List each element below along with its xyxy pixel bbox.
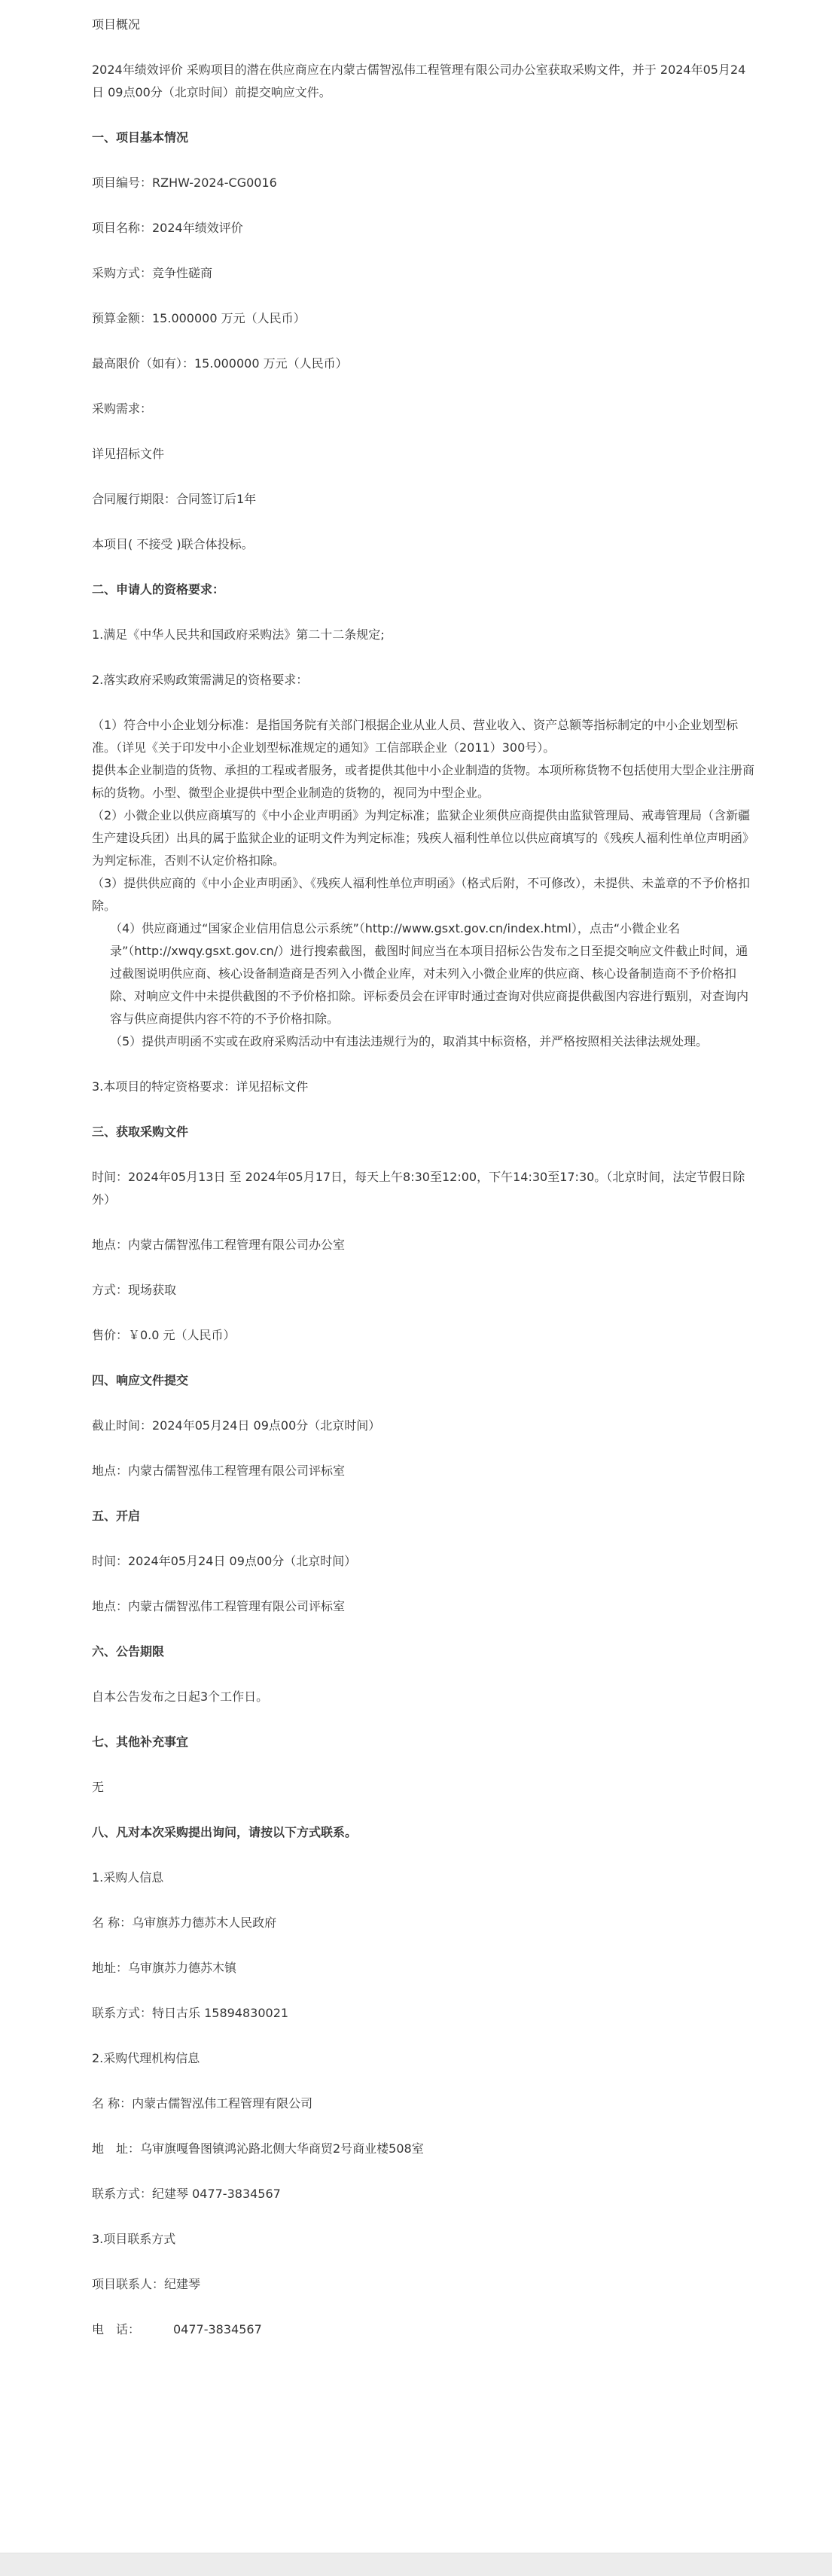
buyer-address: 地址：乌审旗苏力德苏木镇 <box>92 1961 237 1975</box>
policy-1b: 提供本企业制造的货物、承担的工程或者服务，或者提供其他中小企业制造的货物。本项所称货物不包括使用大型企业注册商标的货物。小型、微型企业提供中型企业制造的货物的，视同为中型企业。 <box>92 763 755 800</box>
bottom-bar <box>0 2553 832 2576</box>
contract-period: 合同履行期限：合同签订后1年 <box>92 492 257 506</box>
policy-3: （3）提供供应商的《中小企业声明函》、《残疾人福利性单位声明函》（格式后附，不可修改），未提供、未盖章的不予价格扣除。 <box>92 876 751 913</box>
section-1-heading: 一、项目基本情况 <box>92 130 189 145</box>
project-contact-phone <box>92 2318 754 2341</box>
section-6-heading: 六、公告期限 <box>92 1644 165 1659</box>
buyer-title: 1.采购人信息 <box>92 1870 164 1885</box>
project-name: 项目名称：2024年绩效评价 <box>92 221 243 235</box>
buyer-contact: 联系方式：特日古乐 15894830021 <box>92 2006 289 2020</box>
policy-1a: （1）符合中小企业划分标准：是指国务院有关部门根据企业从业人员、营业收入、资产总额等指标制定的中小企业划型标准。（详见《关于印发中小企业划型标准规定的通知》工信部联企业（2011）300号）。 <box>92 718 739 755</box>
section-3-heading: 三、获取采购文件 <box>92 1125 189 1139</box>
phone-value: 0477-3834567 <box>173 2322 262 2336</box>
obtain-method: 方式：现场获取 <box>92 1283 177 1297</box>
section-4-heading: 四、响应文件提交 <box>92 1373 189 1387</box>
other-matters: 无 <box>92 1780 105 1794</box>
obtain-price: 售价：￥0.0 元（人民币） <box>92 1328 236 1342</box>
phone-label: 电 话： <box>92 2322 141 2336</box>
opening-time: 时间：2024年05月24日 09点00分（北京时间） <box>92 1554 357 1568</box>
budget-amount: 预算金额：15.000000 万元（人民币） <box>92 311 306 325</box>
requirement-2: 2.落实政府采购政策需满足的资格要求： <box>92 673 309 687</box>
policy-2: （2）小微企业以供应商填写的《中小企业声明函》为判定标准；监狱企业须供应商提供由监狱管理局、戒毒管理局（含新疆生产建设兵团）出具的属于监狱企业的证明文件为判定标准；残疾人福利性单位以供应商填写的《残疾人福利性单位声明函》为判定标准，否则不认定价格扣除。 <box>92 808 755 868</box>
agency-name: 名 称：内蒙古儒智泓伟工程管理有限公司 <box>92 2096 313 2111</box>
demand-value: 详见招标文件 <box>92 447 165 461</box>
project-contact-person: 项目联系人：纪建琴 <box>92 2277 201 2291</box>
opening-place: 地点：内蒙古儒智泓伟工程管理有限公司评标室 <box>92 1599 346 1613</box>
notice-period: 自本公告发布之日起3个工作日。 <box>92 1689 269 1704</box>
section-8-heading: 八、凡对本次采购提出询问，请按以下方式联系。 <box>92 1825 358 1839</box>
project-number: 项目编号：RZHW-2024-CG0016 <box>92 175 277 190</box>
agency-title: 2.采购代理机构信息 <box>92 2051 200 2065</box>
submit-place: 地点：内蒙古儒智泓伟工程管理有限公司评标室 <box>92 1463 346 1478</box>
obtain-place: 地点：内蒙古儒智泓伟工程管理有限公司办公室 <box>92 1238 346 1252</box>
joint-bid: 本项目( 不接受 )联合体投标。 <box>92 537 254 551</box>
requirement-3: 3.本项目的特定资格要求：详见招标文件 <box>92 1079 309 1094</box>
buyer-name: 名 称：乌审旗苏力德苏木人民政府 <box>92 1915 277 1930</box>
policy-5: （5）提供声明函不实或在政府采购活动中有违法违规行为的，取消其中标资格，并严格按照相关法律法规处理。 <box>110 1034 709 1048</box>
section-7-heading: 七、其他补充事宜 <box>92 1735 189 1749</box>
obtain-time: 时间：2024年05月13日 至 2024年05月17日，每天上午8:30至12:00，下午14:30至17:30。（北京时间，法定节假日除外） <box>92 1170 745 1207</box>
max-price: 最高限价（如有）：15.000000 万元（人民币） <box>92 356 348 371</box>
project-contact-title: 3.项目联系方式 <box>92 2232 176 2246</box>
section-2-heading: 二、申请人的资格要求： <box>92 582 225 597</box>
section-5-heading: 五、开启 <box>92 1509 141 1523</box>
agency-address: 地 址：乌审旗嘎鲁图镇鸿沁路北侧大华商贸2号商业楼508室 <box>92 2141 424 2156</box>
overview-text: 2024年绩效评价 采购项目的潜在供应商应在内蒙古儒智泓伟工程管理有限公司办公室获取采购文件，并于 2024年05月24日 09点00分（北京时间）前提交响应文件。 <box>92 63 746 99</box>
demand-label: 采购需求： <box>92 401 153 416</box>
overview-title: 项目概况 <box>92 17 141 32</box>
agency-contact: 联系方式：纪建琴 0477-3834567 <box>92 2187 281 2201</box>
announcement-body <box>92 14 754 2364</box>
submit-deadline: 截止时间：2024年05月24日 09点00分（北京时间） <box>92 1418 381 1433</box>
policy-4: （4）供应商通过“国家企业信用信息公示系统”（http://www.gsxt.gov.cn/index.html），点击“小微企业名录”（http://xwqy.gsxt.gov.cn/）进行搜索截图，截图时间应当在本项目招标公告发布之日至提交响应文件截止时间，通过截图说明供应商、核心设备制造商是否列入小微企业库，对未列入小微企业库的供应商、核心设备制造商不予价格扣除、对响应文件中未提供截图的不予价格扣除。评标委员会在评审时通过查询对供应商提供截图内容进行甄别，对查询内容与供应商提供内容不符的不予价格扣除。 <box>110 921 749 1026</box>
requirement-1: 1.满足《中华人民共和国政府采购法》第二十二条规定; <box>92 627 385 642</box>
procurement-method: 采购方式：竞争性磋商 <box>92 266 213 280</box>
